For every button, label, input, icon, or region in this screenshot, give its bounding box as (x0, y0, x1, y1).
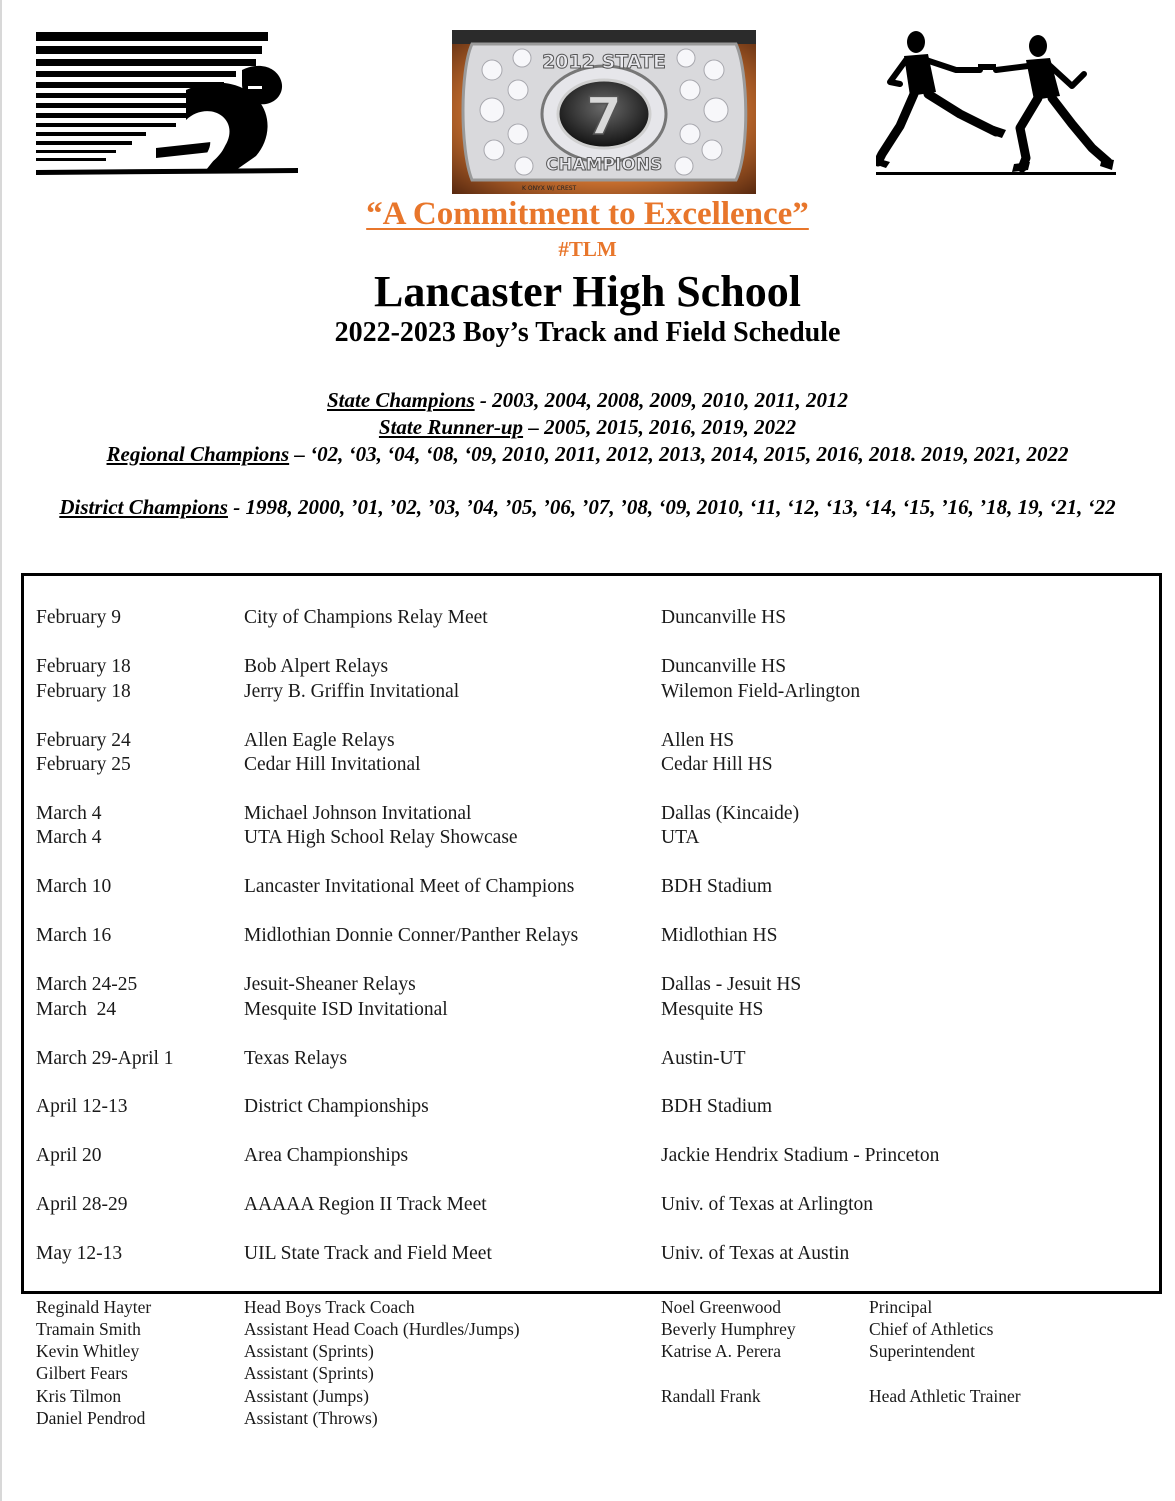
meet-date: February 24 (36, 730, 131, 751)
staff-row (0, 1407, 1175, 1429)
coach-name: Kris Tilmon (36, 1386, 122, 1406)
honor-label: District Champions (59, 495, 228, 519)
schedule-row (24, 1241, 1159, 1267)
meet-name: Michael Johnson Invitational (244, 803, 472, 824)
meet-date: March 16 (36, 925, 112, 946)
meet-location: Jackie Hendrix Stadium - Princeton (661, 1145, 940, 1166)
schedule-row (24, 972, 1159, 998)
schedule-row (24, 1094, 1159, 1120)
meet-location: Duncanville HS (661, 607, 787, 628)
meet-date: February 18 (36, 656, 131, 677)
schedule-row (24, 997, 1159, 1023)
schedule-table (21, 573, 1162, 1294)
ring-top-text: 2012 STATE (542, 51, 666, 73)
meet-location: Wilemon Field-Arlington (661, 681, 861, 702)
honor-years: - 2003, 2004, 2008, 2009, 2010, 2011, 2012 (474, 388, 848, 412)
staff-row (0, 1296, 1175, 1318)
meet-name: Lancaster Invitational Meet of Champions (244, 876, 575, 897)
coach-role: Assistant (Sprints) (244, 1363, 374, 1383)
meet-name: UIL State Track and Field Meet (244, 1243, 492, 1264)
meet-location: Mesquite HS (661, 999, 764, 1020)
meet-date: February 18 (36, 681, 131, 702)
schedule-row (24, 923, 1159, 949)
meet-location: Austin-UT (661, 1048, 746, 1069)
meet-name: Mesquite ISD Invitational (244, 999, 448, 1020)
meet-location: Dallas - Jesuit HS (661, 974, 802, 995)
admin-name: Randall Frank (661, 1386, 761, 1406)
admin-name: Beverly Humphrey (661, 1319, 796, 1339)
meet-date: March 10 (36, 876, 112, 897)
schedule-row (24, 801, 1159, 827)
coach-name: Daniel Pendrod (36, 1408, 146, 1428)
meet-name: Bob Alpert Relays (244, 656, 389, 677)
meet-location: Univ. of Texas at Arlington (661, 1194, 874, 1215)
ring-caption: K ONYX W/ CREST (522, 185, 577, 192)
schedule-row (24, 1143, 1159, 1169)
meet-date: February 9 (36, 607, 122, 628)
coach-name: Reginald Hayter (36, 1297, 152, 1317)
meet-date: March 29-April 1 (36, 1048, 174, 1069)
relay-runners-logo (876, 30, 1116, 176)
coach-name: Kevin Whitley (36, 1341, 140, 1361)
schedule-row (24, 874, 1159, 900)
schedule-row (24, 1046, 1159, 1072)
sprinter-start-logo (36, 30, 298, 175)
meet-location: BDH Stadium (661, 1096, 773, 1117)
meet-name: Jesuit-Sheaner Relays (244, 974, 416, 995)
meet-location: BDH Stadium (661, 876, 773, 897)
meet-location: Cedar Hill HS (661, 754, 773, 775)
meet-location: UTA (661, 827, 700, 848)
meet-date: April 28-29 (36, 1194, 128, 1215)
meet-location: Duncanville HS (661, 656, 787, 677)
meet-date: March 24 (36, 999, 117, 1020)
meet-date: April 20 (36, 1145, 102, 1166)
admin-name: Noel Greenwood (661, 1297, 782, 1317)
ring-number: 7 (585, 87, 623, 147)
meet-name: Jerry B. Griffin Invitational (244, 681, 460, 702)
staff-row (0, 1362, 1175, 1384)
schedule-row (24, 825, 1159, 851)
honor-label: State Runner-up (378, 415, 524, 439)
schedule-row (24, 1192, 1159, 1218)
honor-label: Regional Champions (106, 442, 290, 466)
staff-row (0, 1340, 1175, 1362)
meet-location: Midlothian HS (661, 925, 778, 946)
schedule-row (24, 679, 1159, 705)
coach-name: Tramain Smith (36, 1319, 141, 1339)
meet-name: AAAAA Region II Track Meet (244, 1194, 487, 1215)
honor-years: – 2005, 2015, 2016, 2019, 2022 (523, 415, 797, 439)
meet-name: City of Champions Relay Meet (244, 607, 488, 628)
championship-ring-image (452, 30, 756, 194)
honor-state-runner-up (40, 414, 1135, 441)
coach-role: Head Boys Track Coach (244, 1297, 415, 1317)
coach-role: Assistant Head Coach (Hurdles/Jumps) (244, 1319, 520, 1339)
coach-name: Gilbert Fears (36, 1363, 128, 1383)
schedule-row (24, 752, 1159, 778)
coach-role: Assistant (Jumps) (244, 1386, 369, 1406)
ring-bottom-text: CHAMPIONS (545, 155, 663, 175)
meet-name: Cedar Hill Invitational (244, 754, 421, 775)
admin-role: Head Athletic Trainer (869, 1386, 1021, 1406)
honor-years: – ‘02, ‘03, ‘04, ‘08, ‘09, 2010, 2011, 2012, 2013, 2014, 2015, 2016, 2018. 2019, 2021, 2022 (289, 442, 1069, 466)
honor-district-champions (40, 494, 1135, 521)
honor-state-champions (40, 387, 1135, 414)
admin-role: Superintendent (869, 1341, 975, 1361)
honor-label: State Champions (327, 388, 475, 412)
coach-role: Assistant (Sprints) (244, 1341, 374, 1361)
meet-name: Allen Eagle Relays (244, 730, 395, 751)
meet-date: February 25 (36, 754, 131, 775)
meet-name: District Championships (244, 1096, 429, 1117)
staff-row (0, 1385, 1175, 1407)
admin-role: Principal (869, 1297, 933, 1317)
meet-location: Univ. of Texas at Austin (661, 1243, 850, 1264)
meet-name: Area Championships (244, 1145, 409, 1166)
admin-name: Katrise A. Perera (661, 1341, 782, 1361)
staff-row (0, 1318, 1175, 1340)
schedule-row (24, 728, 1159, 754)
schedule-row (24, 654, 1159, 680)
schedule-subtitle: 2022-2023 Boy’s Track and Field Schedule (334, 317, 841, 348)
meet-name: Texas Relays (244, 1048, 348, 1069)
coach-role: Assistant (Throws) (244, 1408, 378, 1428)
meet-name: UTA High School Relay Showcase (244, 827, 518, 848)
schedule-row (24, 605, 1159, 631)
hashtag: #TLM (558, 237, 617, 261)
honor-years: - 1998, 2000, ’01, ’02, ’03, ’04, ’05, ’06, ’07, ’08, ‘09, 2010, ‘11, ‘12, ‘13, ‘14, ‘15, ’16, ’18, 19, ‘21, ‘22 (227, 495, 1116, 519)
honor-regional-champions (40, 441, 1135, 468)
meet-name: Midlothian Donnie Conner/Panther Relays (244, 925, 579, 946)
meet-date: March 4 (36, 803, 102, 824)
meet-location: Allen HS (661, 730, 735, 751)
school-name: Lancaster High School (373, 267, 801, 316)
meet-date: March 4 (36, 827, 102, 848)
meet-location: Dallas (Kincaide) (661, 803, 800, 824)
meet-date: March 24-25 (36, 974, 138, 995)
meet-date: May 12-13 (36, 1243, 123, 1264)
admin-role: Chief of Athletics (869, 1319, 994, 1339)
meet-date: April 12-13 (36, 1096, 128, 1117)
motto: “A Commitment to Excellence” (366, 196, 809, 232)
